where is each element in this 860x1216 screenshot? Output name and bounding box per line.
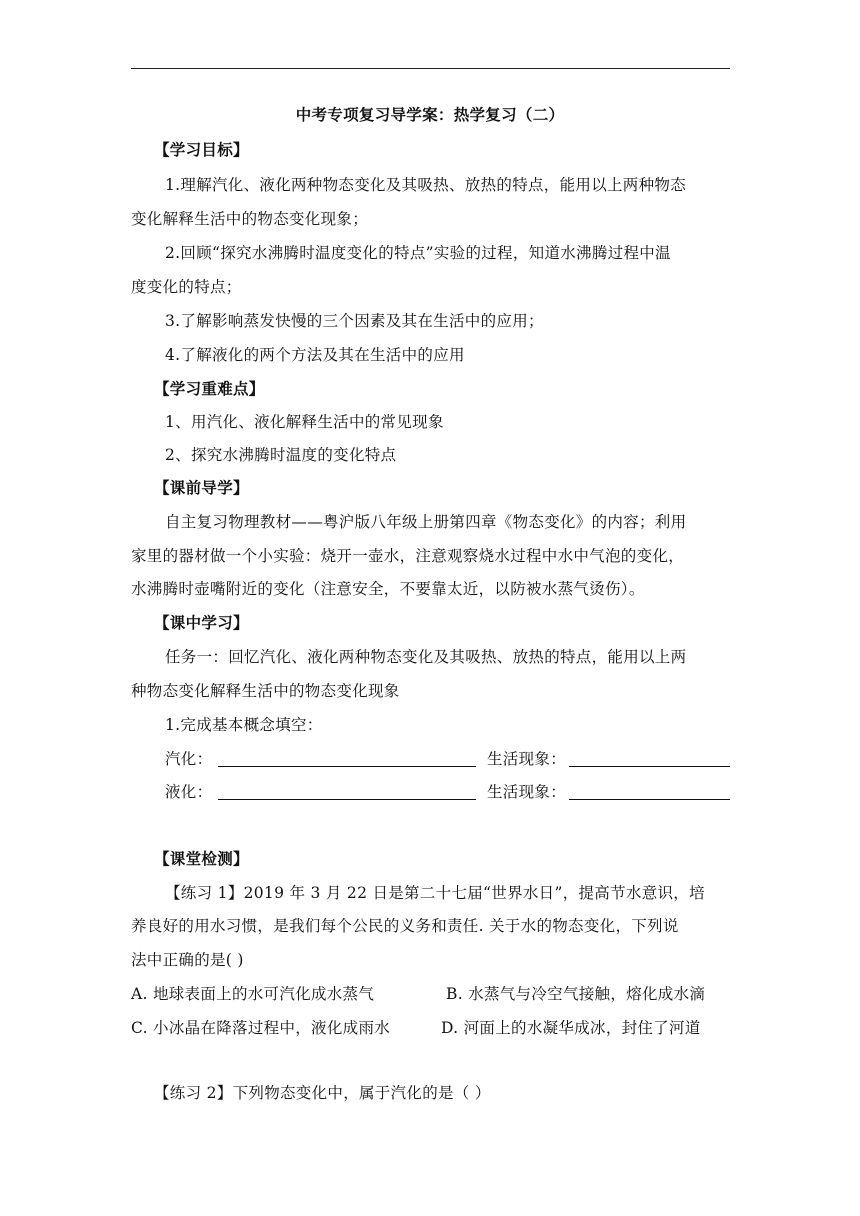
pre-study-line-2: 家里的器材做一个小实验：烧开一壶水，注意观察烧水过程中水中气泡的变化， [131, 547, 685, 565]
liquefaction-label: 液化： [165, 783, 213, 801]
option-b: B. 水蒸气与冷空气接触，熔化成水滴 [446, 985, 706, 1003]
exercise-1-line-2: 养良好的用水习惯，是我们每个公民的义务和责任. 关于水的物态变化，下列说 [131, 917, 679, 935]
fill-in-title: 1.完成基本概念填空： [165, 716, 323, 734]
section-heading-goals: 【学习目标】 [154, 140, 249, 159]
goal-1-line-1: 1.理解汽化、液化两种物态变化及其吸热、放热的特点，能用以上两种物态 [165, 176, 686, 194]
pre-study-line-3: 水沸腾时壶嘴附近的变化（注意安全，不要靠太近，以防被水蒸气烫伤）。 [131, 580, 645, 598]
section-heading-class-check: 【课堂检测】 [154, 849, 249, 868]
goal-1-line-2: 变化解释生活中的物态变化现象； [131, 210, 369, 228]
header-rule [131, 68, 730, 69]
goal-2-line-1: 2.回顾“探究水沸腾时温度变化的特点”实验的过程，知道水沸腾过程中温 [165, 244, 671, 262]
exercise-2: 【练习 2】下列物态变化中，属于汽化的是（ ） [154, 1084, 491, 1102]
option-d: D. 河面上的水凝华成冰，封住了河道 [441, 1019, 701, 1037]
page-title: 中考专项复习导学案：热学复习（二） [295, 105, 565, 124]
vaporization-answer-blank[interactable] [218, 766, 476, 767]
key-point-2: 2、探究水沸腾时温度的变化特点 [165, 446, 397, 464]
section-heading-key-points: 【学习重难点】 [154, 379, 265, 398]
liquefaction-answer-blank[interactable] [218, 799, 476, 800]
goal-3: 3.了解影响蒸发快慢的三个因素及其在生活中的应用； [165, 312, 544, 330]
goal-2-line-2: 度变化的特点； [131, 278, 242, 296]
task-1-line-2: 种物态变化解释生活中的物态变化现象 [131, 682, 400, 700]
section-heading-in-class: 【课中学习】 [154, 613, 249, 632]
exercise-1-line-1: 【练习 1】2019 年 3 月 22 日是第二十七届“世界水日”，提高节水意识，培 [165, 884, 705, 902]
option-a: A. 地球表面上的水可汽化成水蒸气 [131, 985, 375, 1003]
vaporization-life-label: 生活现象： [487, 750, 567, 768]
option-c: C. 小冰晶在降落过程中，液化成雨水 [131, 1019, 391, 1037]
vaporization-life-blank[interactable] [569, 766, 730, 767]
liquefaction-life-blank[interactable] [569, 799, 730, 800]
key-point-1: 1、用汽化、液化解释生活中的常见现象 [165, 413, 444, 431]
liquefaction-life-label: 生活现象： [487, 783, 567, 801]
pre-study-line-1: 自主复习物理教材——粤沪版八年级上册第四章《物态变化》的内容；利用 [165, 513, 687, 531]
task-1-line-1: 任务一：回忆汽化、液化两种物态变化及其吸热、放热的特点，能用以上两 [165, 648, 687, 666]
vaporization-label: 汽化： [165, 750, 213, 768]
section-heading-pre-study: 【课前导学】 [154, 478, 249, 497]
goal-4: 4.了解液化的两个方法及其在生活中的应用 [165, 346, 465, 364]
exercise-1-line-3: 法中正确的是( ) [131, 951, 244, 969]
